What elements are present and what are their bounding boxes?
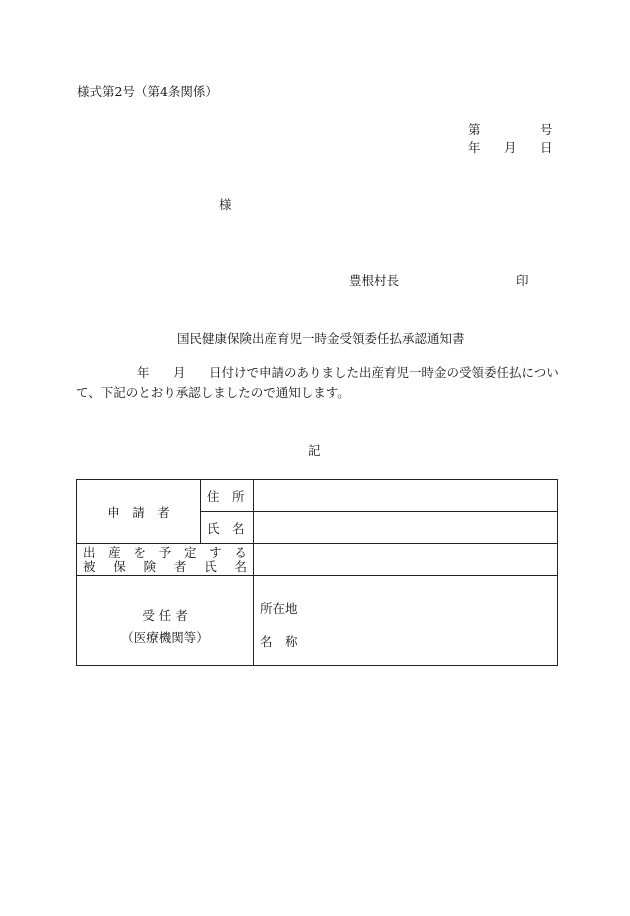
insured-label-cell <box>77 544 254 576</box>
recipient-suffix: 様 <box>219 197 232 212</box>
insured-char: 出 <box>83 544 96 560</box>
date-day: 日 <box>540 140 553 155</box>
agent-sub-label: （医療機関等） <box>121 630 209 645</box>
insured-char: 予 <box>158 544 172 560</box>
name-label-cell <box>201 512 254 544</box>
insured-char: 者 <box>173 558 187 574</box>
body-year: 年 <box>137 365 150 380</box>
body-line1: 日付けで申請のありました出産育児一時金の受領委任払につい <box>209 365 559 380</box>
name-value-cell[interactable] <box>254 512 558 544</box>
insured-char: 氏 <box>204 558 217 574</box>
insured-label-line2 <box>77 560 253 574</box>
issuer-name: 豊根村長 <box>349 273 400 288</box>
address-value-cell[interactable] <box>254 480 558 512</box>
date-month: 月 <box>504 140 517 155</box>
address-label-cell <box>201 480 254 512</box>
insured-label-line1 <box>77 546 253 560</box>
applicant-label: 申 請 者 <box>107 504 170 520</box>
insured-char: 定 <box>183 544 197 560</box>
insured-char: 保 <box>113 558 126 574</box>
body-line2: て、下記のとおり承認しましたので通知します。 <box>76 385 350 400</box>
location-label: 所在地 <box>260 601 298 616</box>
agent-label: 受 任 者 <box>142 608 188 623</box>
insured-char: 産 <box>108 544 121 560</box>
body-month: 月 <box>173 365 186 380</box>
insured-char: 険 <box>143 558 157 574</box>
date-year: 年 <box>468 140 481 155</box>
agent-value-cell[interactable] <box>254 576 558 666</box>
issuer-seal: 印 <box>516 273 529 288</box>
number-dai: 第 <box>468 122 481 137</box>
facility-name-label: 名 称 <box>260 634 298 649</box>
agent-label-cell <box>77 576 254 666</box>
address-label: 住 所 <box>207 488 245 504</box>
form-number: 様式第2号（第4条関係） <box>77 84 218 99</box>
insured-value-cell[interactable] <box>254 544 558 576</box>
insured-char: る <box>234 544 247 560</box>
insured-char: 被 <box>83 558 96 574</box>
ki-heading: 記 <box>308 443 321 458</box>
name-label: 氏 名 <box>207 520 245 536</box>
number-go: 号 <box>540 122 553 137</box>
insured-char: す <box>209 544 222 560</box>
document-title: 国民健康保険出産育児一時金受領委任払承認通知書 <box>177 331 465 346</box>
insured-char: 名 <box>234 558 247 574</box>
insured-char: を <box>133 544 146 560</box>
applicant-label-cell <box>77 480 201 544</box>
approval-table <box>76 479 558 666</box>
